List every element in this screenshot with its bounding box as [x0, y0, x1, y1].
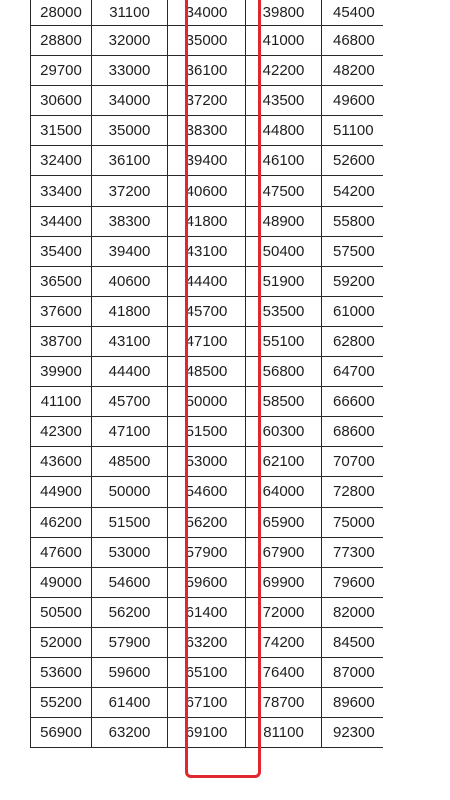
- table-row: [31, 326, 384, 356]
- table-cell: 38700: [31, 326, 92, 356]
- table-cell: 92300: [322, 718, 384, 748]
- table-cell: 63200: [92, 718, 168, 748]
- table-cell: 79600: [322, 567, 384, 597]
- highlighted-cell: 39400: [168, 146, 246, 176]
- table-cell: 47100: [92, 417, 168, 447]
- table-cell: 52000: [31, 627, 92, 657]
- highlighted-cell: 69100: [168, 718, 246, 748]
- page-cutoff: [412, 0, 450, 800]
- table-row: [31, 56, 384, 86]
- table-row: [31, 387, 384, 417]
- table-row: [31, 597, 384, 627]
- table-cell: 35000: [92, 116, 168, 146]
- highlighted-cell: 59600: [168, 567, 246, 597]
- table-row: [31, 688, 384, 718]
- table-cell: 81100: [246, 718, 322, 748]
- table-cell: 89600: [322, 688, 384, 718]
- highlighted-cell: 37200: [168, 86, 246, 116]
- table-cell: 43600: [31, 447, 92, 477]
- table-cell: 35400: [31, 236, 92, 266]
- table-cell: 31500: [31, 116, 92, 146]
- highlighted-cell: 47100: [168, 326, 246, 356]
- table-cell: 72800: [322, 477, 384, 507]
- highlighted-cell: 45700: [168, 296, 246, 326]
- table-cell: 72000: [246, 597, 322, 627]
- table-cell: 57500: [322, 236, 384, 266]
- highlighted-cell: 34000: [168, 0, 246, 26]
- salary-table-body: [31, 0, 384, 748]
- table-cell: 59200: [322, 266, 384, 296]
- table-cell: 32400: [31, 146, 92, 176]
- table-cell: 69900: [246, 567, 322, 597]
- table-cell: 42200: [246, 56, 322, 86]
- table-row: [31, 206, 384, 236]
- table-cell: 44800: [246, 116, 322, 146]
- table-cell: 62800: [322, 326, 384, 356]
- table-cell: 33000: [92, 56, 168, 86]
- highlighted-cell: 57900: [168, 537, 246, 567]
- table-cell: 51100: [322, 116, 384, 146]
- table-cell: 57900: [92, 627, 168, 657]
- highlighted-cell: 44400: [168, 266, 246, 296]
- table-cell: 56800: [246, 357, 322, 387]
- highlighted-cell: 61400: [168, 597, 246, 627]
- highlighted-cell: 40600: [168, 176, 246, 206]
- table-cell: 41100: [31, 387, 92, 417]
- highlighted-cell: 51500: [168, 417, 246, 447]
- table-cell: 61000: [322, 296, 384, 326]
- table-cell: 82000: [322, 597, 384, 627]
- table-cell: 39800: [246, 0, 322, 26]
- table-cell: 55200: [31, 688, 92, 718]
- table-cell: 55100: [246, 326, 322, 356]
- table-cell: 41000: [246, 26, 322, 56]
- table-cell: 50400: [246, 236, 322, 266]
- table-cell: 48200: [322, 56, 384, 86]
- table-cell: 43500: [246, 86, 322, 116]
- table-cell: 30600: [31, 86, 92, 116]
- table-cell: 40600: [92, 266, 168, 296]
- table-cell: 36500: [31, 266, 92, 296]
- table-cell: 52600: [322, 146, 384, 176]
- highlighted-cell: 41800: [168, 206, 246, 236]
- highlighted-cell: 65100: [168, 657, 246, 687]
- table-row: [31, 537, 384, 567]
- table-cell: 66600: [322, 387, 384, 417]
- table-cell: 44900: [31, 477, 92, 507]
- table-cell: 43100: [92, 326, 168, 356]
- table-cell: 48500: [92, 447, 168, 477]
- table-cell: 65900: [246, 507, 322, 537]
- table-cell: 64000: [246, 477, 322, 507]
- table-cell: 49600: [322, 86, 384, 116]
- highlighted-cell: 50000: [168, 387, 246, 417]
- table-cell: 46100: [246, 146, 322, 176]
- table-cell: 56900: [31, 718, 92, 748]
- table-cell: 58500: [246, 387, 322, 417]
- table-row: [31, 236, 384, 266]
- table-cell: 42300: [31, 417, 92, 447]
- table-row: [31, 0, 384, 26]
- table-cell: 34000: [92, 86, 168, 116]
- table-cell: 38300: [92, 206, 168, 236]
- table-cell: 37600: [31, 296, 92, 326]
- table-row: [31, 116, 384, 146]
- table-cell: 37200: [92, 176, 168, 206]
- table-cell: 78700: [246, 688, 322, 718]
- highlighted-cell: 36100: [168, 56, 246, 86]
- table-cell: 50000: [92, 477, 168, 507]
- table-cell: 32000: [92, 26, 168, 56]
- table-row: [31, 447, 384, 477]
- highlighted-cell: 43100: [168, 236, 246, 266]
- table-row: [31, 296, 384, 326]
- table-row: [31, 507, 384, 537]
- table-cell: 77300: [322, 537, 384, 567]
- table-row: [31, 176, 384, 206]
- table-cell: 47500: [246, 176, 322, 206]
- table-cell: 39900: [31, 357, 92, 387]
- table-cell: 61400: [92, 688, 168, 718]
- highlighted-cell: 48500: [168, 357, 246, 387]
- table-cell: 54200: [322, 176, 384, 206]
- table-cell: 49000: [31, 567, 92, 597]
- table-row: [31, 718, 384, 748]
- table-cell: 28000: [31, 0, 92, 26]
- table-cell: 51900: [246, 266, 322, 296]
- table-cell: 64700: [322, 357, 384, 387]
- table-row: [31, 266, 384, 296]
- table-row: [31, 657, 384, 687]
- table-cell: 44400: [92, 357, 168, 387]
- highlighted-cell: 56200: [168, 507, 246, 537]
- table-row: [31, 26, 384, 56]
- table-cell: 59600: [92, 657, 168, 687]
- table-cell: 53500: [246, 296, 322, 326]
- table-cell: 53600: [31, 657, 92, 687]
- highlighted-cell: 35000: [168, 26, 246, 56]
- table-cell: 53000: [92, 537, 168, 567]
- table-row: [31, 357, 384, 387]
- salary-table: [30, 0, 383, 748]
- table-cell: 39400: [92, 236, 168, 266]
- highlighted-cell: 38300: [168, 116, 246, 146]
- table-cell: 54600: [92, 567, 168, 597]
- table-cell: 67900: [246, 537, 322, 567]
- table-cell: 75000: [322, 507, 384, 537]
- table-row: [31, 146, 384, 176]
- table-cell: 46800: [322, 26, 384, 56]
- table-cell: 84500: [322, 627, 384, 657]
- table-cell: 45700: [92, 387, 168, 417]
- table-cell: 31100: [92, 0, 168, 26]
- table-cell: 48900: [246, 206, 322, 236]
- highlighted-cell: 54600: [168, 477, 246, 507]
- table-cell: 29700: [31, 56, 92, 86]
- table-row: [31, 477, 384, 507]
- highlighted-cell: 53000: [168, 447, 246, 477]
- table-cell: 45400: [322, 0, 384, 26]
- table-cell: 51500: [92, 507, 168, 537]
- table-cell: 74200: [246, 627, 322, 657]
- table-cell: 56200: [92, 597, 168, 627]
- table-row: [31, 567, 384, 597]
- table-cell: 36100: [92, 146, 168, 176]
- table-cell: 41800: [92, 296, 168, 326]
- table-cell: 87000: [322, 657, 384, 687]
- table-row: [31, 86, 384, 116]
- table-cell: 34400: [31, 206, 92, 236]
- table-cell: 33400: [31, 176, 92, 206]
- table-cell: 76400: [246, 657, 322, 687]
- table-cell: 68600: [322, 417, 384, 447]
- table-cell: 70700: [322, 447, 384, 477]
- table-cell: 46200: [31, 507, 92, 537]
- highlighted-cell: 63200: [168, 627, 246, 657]
- table-cell: 62100: [246, 447, 322, 477]
- table-row: [31, 417, 384, 447]
- table-cell: 50500: [31, 597, 92, 627]
- table-cell: 28800: [31, 26, 92, 56]
- highlighted-cell: 67100: [168, 688, 246, 718]
- table-cell: 55800: [322, 206, 384, 236]
- table-cell: 47600: [31, 537, 92, 567]
- table-cell: 60300: [246, 417, 322, 447]
- table-row: [31, 627, 384, 657]
